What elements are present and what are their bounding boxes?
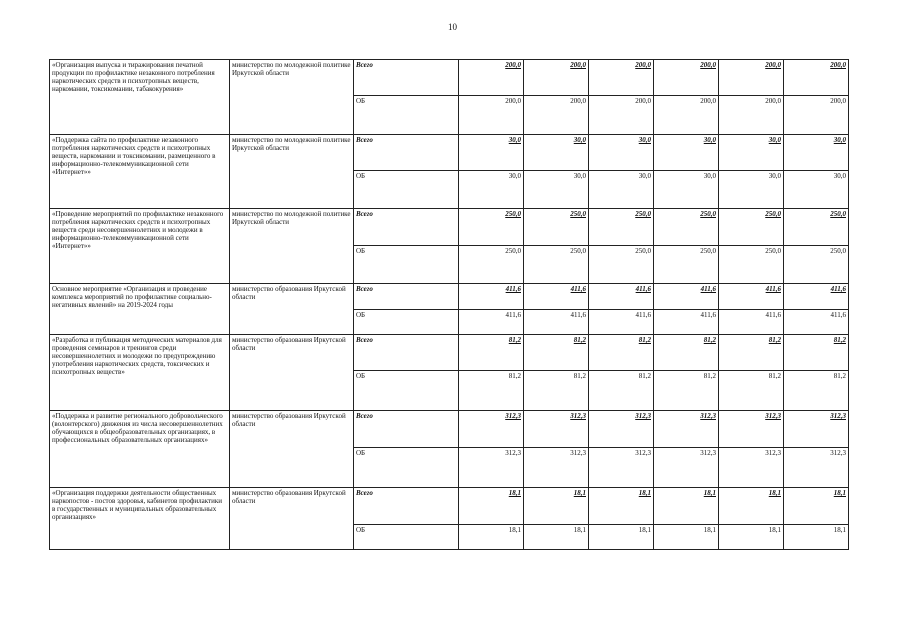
responsible-organization: министерство по молодежной политике Иркутской области [230,209,354,284]
activity-description: «Проведение мероприятий по профилактике незаконного потребления наркотических средств и психотропных веществ среди несовершеннолетних и молодежи в информационно-телекоммуникационной сети «Интернет»» [50,209,230,284]
total-value-cell: 18,1 [654,488,719,525]
ob-value-cell: 200,0 [654,96,719,135]
total-value-cell: 81,2 [459,335,524,371]
source-label-total: Всего [354,488,459,525]
table-row [50,335,849,371]
budget-table-body [50,60,849,550]
page-number: 10 [448,22,457,32]
ob-value-cell: 200,0 [589,96,654,135]
total-value-cell: 312,3 [784,411,849,448]
ob-value-cell: 411,6 [784,310,849,335]
source-label-total: Всего [354,135,459,171]
total-value-cell: 200,0 [654,60,719,96]
table-row [50,284,849,310]
total-value-cell: 200,0 [524,60,589,96]
ob-value-cell: 250,0 [524,246,589,284]
responsible-organization: министерство образования Иркутской области [230,335,354,411]
source-label-ob: ОБ [354,246,459,284]
ob-value-cell: 411,6 [524,310,589,335]
total-value-cell: 200,0 [719,60,784,96]
source-label-ob: ОБ [354,96,459,135]
table-row [50,135,849,171]
ob-value-cell: 30,0 [589,171,654,209]
table-row [50,488,849,525]
total-value-cell: 81,2 [719,335,784,371]
source-label-ob: ОБ [354,448,459,488]
responsible-organization: министерство по молодежной политике Иркутской области [230,60,354,135]
total-value-cell: 250,0 [459,209,524,246]
total-value-cell: 312,3 [654,411,719,448]
table-row [50,411,849,448]
total-value-cell: 30,0 [589,135,654,171]
ob-value-cell: 30,0 [459,171,524,209]
total-value-cell: 81,2 [784,335,849,371]
ob-value-cell: 81,2 [459,371,524,411]
total-value-cell: 30,0 [459,135,524,171]
ob-value-cell: 250,0 [589,246,654,284]
source-label-ob: ОБ [354,171,459,209]
ob-value-cell: 81,2 [654,371,719,411]
ob-value-cell: 81,2 [784,371,849,411]
ob-value-cell: 30,0 [719,171,784,209]
activity-description: «Поддержка и развитие регионального добровольческого (волонтерского) движения из числа несовершеннолетних обучающихся в общеобразовательных организациях, в профессиональных образовательных организациях» [50,411,230,488]
total-value-cell: 411,6 [589,284,654,310]
ob-value-cell: 18,1 [589,525,654,550]
source-label-ob: ОБ [354,525,459,550]
total-value-cell: 30,0 [654,135,719,171]
ob-value-cell: 312,3 [524,448,589,488]
responsible-organization: министерство образования Иркутской области [230,411,354,488]
ob-value-cell: 250,0 [654,246,719,284]
ob-value-cell: 18,1 [654,525,719,550]
total-value-cell: 312,3 [719,411,784,448]
total-value-cell: 312,3 [459,411,524,448]
total-value-cell: 250,0 [719,209,784,246]
ob-value-cell: 411,6 [589,310,654,335]
source-label-ob: ОБ [354,371,459,411]
total-value-cell: 18,1 [459,488,524,525]
ob-value-cell: 250,0 [719,246,784,284]
ob-value-cell: 200,0 [459,96,524,135]
total-value-cell: 81,2 [524,335,589,371]
ob-value-cell: 250,0 [784,246,849,284]
total-value-cell: 411,6 [524,284,589,310]
ob-value-cell: 30,0 [524,171,589,209]
ob-value-cell: 81,2 [589,371,654,411]
source-label-total: Всего [354,60,459,96]
total-value-cell: 312,3 [589,411,654,448]
total-value-cell: 30,0 [719,135,784,171]
total-value-cell: 200,0 [784,60,849,96]
ob-value-cell: 200,0 [524,96,589,135]
total-value-cell: 250,0 [784,209,849,246]
ob-value-cell: 411,6 [654,310,719,335]
ob-value-cell: 312,3 [459,448,524,488]
activity-description: «Разработка и публикация методических материалов для проведения семинаров и тренингов среди несовершеннолетних и молодежи по предупреждению употребления наркотических средств, токсических и психотропных веществ» [50,335,230,411]
activity-description: «Поддержка сайта по профилактике незаконного потребления наркотических средств и психотропных веществ, наркомании и токсикомании, размещенного в информационно-телекоммуникационной сети «Интернет»» [50,135,230,209]
table-row [50,60,849,96]
responsible-organization: министерство образования Иркутской области [230,284,354,335]
total-value-cell: 18,1 [524,488,589,525]
source-label-ob: ОБ [354,310,459,335]
ob-value-cell: 200,0 [784,96,849,135]
ob-value-cell: 312,3 [654,448,719,488]
total-value-cell: 411,6 [654,284,719,310]
ob-value-cell: 200,0 [719,96,784,135]
activity-description: «Организация поддержки деятельности общественных наркопостов - постов здоровья, кабинетов профилактики в государственных и муниципальных образовательных организациях» [50,488,230,550]
ob-value-cell: 30,0 [784,171,849,209]
ob-value-cell: 18,1 [719,525,784,550]
total-value-cell: 81,2 [589,335,654,371]
total-value-cell: 81,2 [654,335,719,371]
activity-description: Основное мероприятие «Организация и проведение комплекса мероприятий по профилактике социально-негативных явлений» на 2019-2024 годы [50,284,230,335]
source-label-total: Всего [354,284,459,310]
total-value-cell: 30,0 [524,135,589,171]
responsible-organization: министерство по молодежной политике Иркутской области [230,135,354,209]
ob-value-cell: 312,3 [589,448,654,488]
ob-value-cell: 312,3 [784,448,849,488]
total-value-cell: 312,3 [524,411,589,448]
table-row [50,209,849,246]
ob-value-cell: 30,0 [654,171,719,209]
total-value-cell: 18,1 [589,488,654,525]
total-value-cell: 250,0 [524,209,589,246]
total-value-cell: 200,0 [459,60,524,96]
source-label-total: Всего [354,411,459,448]
ob-value-cell: 312,3 [719,448,784,488]
ob-value-cell: 18,1 [459,525,524,550]
budget-table [49,59,849,550]
total-value-cell: 200,0 [589,60,654,96]
source-label-total: Всего [354,209,459,246]
ob-value-cell: 18,1 [784,525,849,550]
responsible-organization: министерство образования Иркутской области [230,488,354,550]
ob-value-cell: 81,2 [524,371,589,411]
total-value-cell: 411,6 [719,284,784,310]
total-value-cell: 411,6 [459,284,524,310]
total-value-cell: 18,1 [784,488,849,525]
source-label-total: Всего [354,335,459,371]
total-value-cell: 30,0 [784,135,849,171]
total-value-cell: 18,1 [719,488,784,525]
total-value-cell: 250,0 [589,209,654,246]
ob-value-cell: 411,6 [719,310,784,335]
total-value-cell: 250,0 [654,209,719,246]
ob-value-cell: 18,1 [524,525,589,550]
activity-description: «Организация выпуска и тиражирования печатной продукции по профилактике незаконного потребления наркотических средств и психотропных веществ, наркомании, токсикомании, табакокурения» [50,60,230,135]
ob-value-cell: 81,2 [719,371,784,411]
ob-value-cell: 411,6 [459,310,524,335]
total-value-cell: 411,6 [784,284,849,310]
ob-value-cell: 250,0 [459,246,524,284]
